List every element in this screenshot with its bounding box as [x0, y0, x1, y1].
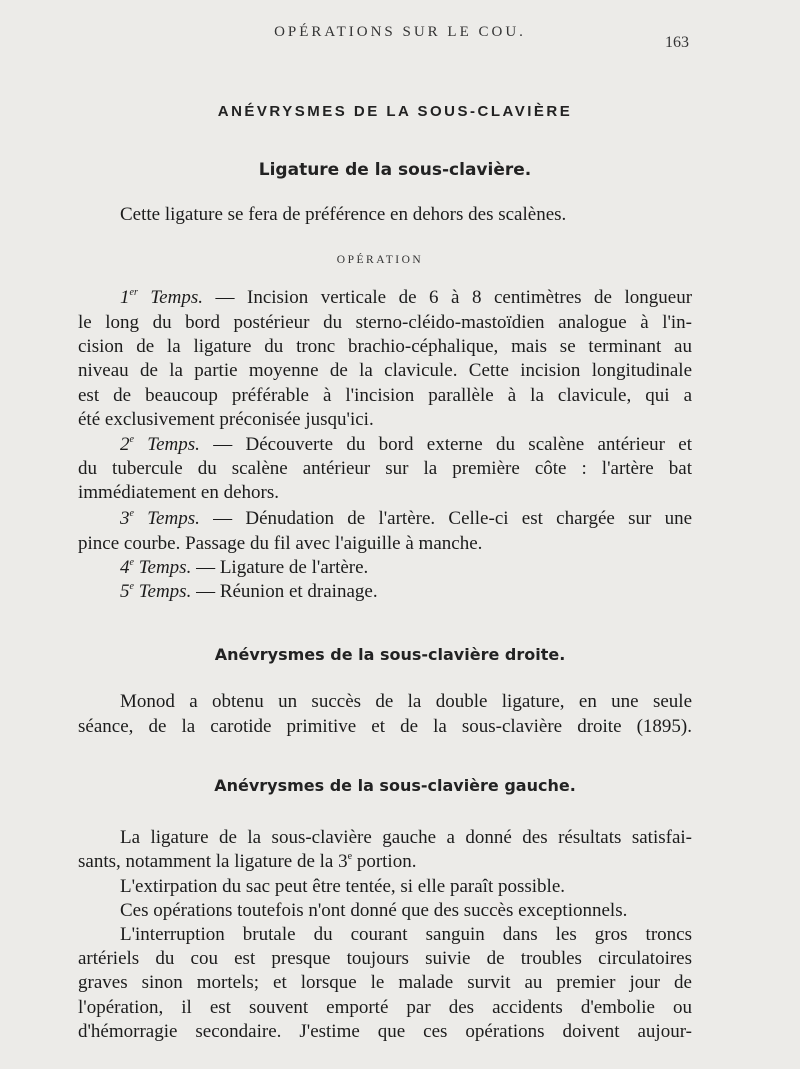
text-line: La ligature de la sous-clavière gauche a donné des résultats satisfai-: [120, 827, 692, 848]
temps1-label: 1er Temps.: [120, 287, 203, 308]
running-title: OPÉRATIONS SUR LE COU.: [274, 24, 526, 40]
ligature-heading: Ligature de la sous-clavière.: [258, 160, 532, 180]
temps1-first-line: [120, 286, 692, 310]
temps3-label: 3e Temps.: [120, 508, 200, 529]
operation-label: OPÉRATION: [336, 254, 424, 266]
droite-heading: Anévrysmes de la sous-clavière droite.: [214, 645, 566, 664]
text-line: été exclusivement préconisée jusqu'ici.: [78, 409, 374, 430]
temps5-line: [120, 580, 378, 604]
temps2-first-line: [120, 433, 692, 457]
text-line: l'opération, il est souvent emporté par des accidents d'embolie ou: [78, 997, 692, 1018]
temps2-label: 2e Temps.: [120, 434, 200, 455]
temps4-label: 4e Temps.: [120, 557, 192, 578]
text-line: artériels du cou est presque toujours suivie de troubles circulatoires: [78, 948, 692, 969]
temps5-label: 5e Temps.: [120, 581, 192, 602]
text-line: est de beaucoup préférable à l'incision parallèle à la clavicule, qui a: [78, 385, 692, 406]
text-line: niveau de la partie moyenne de la clavicule. Cette incision longitudinale: [78, 360, 692, 381]
temps5-text: — Réunion et drainage.: [196, 581, 378, 602]
temps3-first-line: [120, 507, 692, 531]
gauche-heading: Anévrysmes de la sous-clavière gauche.: [214, 776, 576, 795]
text-line: sants, notamment la ligature de la 3e portion.: [78, 851, 417, 872]
text-line: pince courbe. Passage du fil avec l'aiguille à manche.: [78, 533, 483, 554]
temps2-text: — Découverte du bord externe du scalène antérieur et: [213, 434, 693, 455]
text-line: graves sinon mortels; et lorsque le malade survit au premier jour de: [78, 972, 692, 993]
text-line: cision de la ligature du tronc brachio-céphalique, mais se terminant au: [78, 336, 692, 357]
text-line: le long du bord postérieur du sterno-cléido-mastoïdien analogue à l'in-: [78, 312, 692, 333]
text-line: L'interruption brutale du courant sanguin dans les gros troncs: [120, 924, 692, 945]
ligature-intro: Cette ligature se fera de préférence en dehors des scalènes.: [120, 204, 567, 225]
section-title: ANÉVRYSMES DE LA SOUS-CLAVIÈRE: [217, 103, 573, 120]
temps4-line: [120, 556, 368, 580]
temps1-text: — Incision verticale de 6 à 8 centimètres de longueur: [215, 287, 693, 308]
temps3-text: — Dénudation de l'artère. Celle-ci est chargée sur une: [213, 508, 693, 529]
text-line: séance, de la carotide primitive et de la sous-clavière droite (1895).: [78, 716, 692, 737]
text-line: Ces opérations toutefois n'ont donné que des succès exceptionnels.: [120, 900, 628, 921]
text-line: L'extirpation du sac peut être tentée, si elle paraît possible.: [120, 876, 566, 897]
text-line: d'hémorragie secondaire. J'estime que ces opérations doivent aujour-: [78, 1021, 692, 1042]
text-line: Monod a obtenu un succès de la double ligature, en une seule: [120, 691, 692, 712]
temps4-text: — Ligature de l'artère.: [196, 557, 369, 578]
text-line: du tubercule du scalène antérieur sur la première côte : l'artère bat: [78, 458, 692, 479]
page-number: 163: [665, 34, 689, 51]
text-line: immédiatement en dehors.: [78, 482, 280, 503]
